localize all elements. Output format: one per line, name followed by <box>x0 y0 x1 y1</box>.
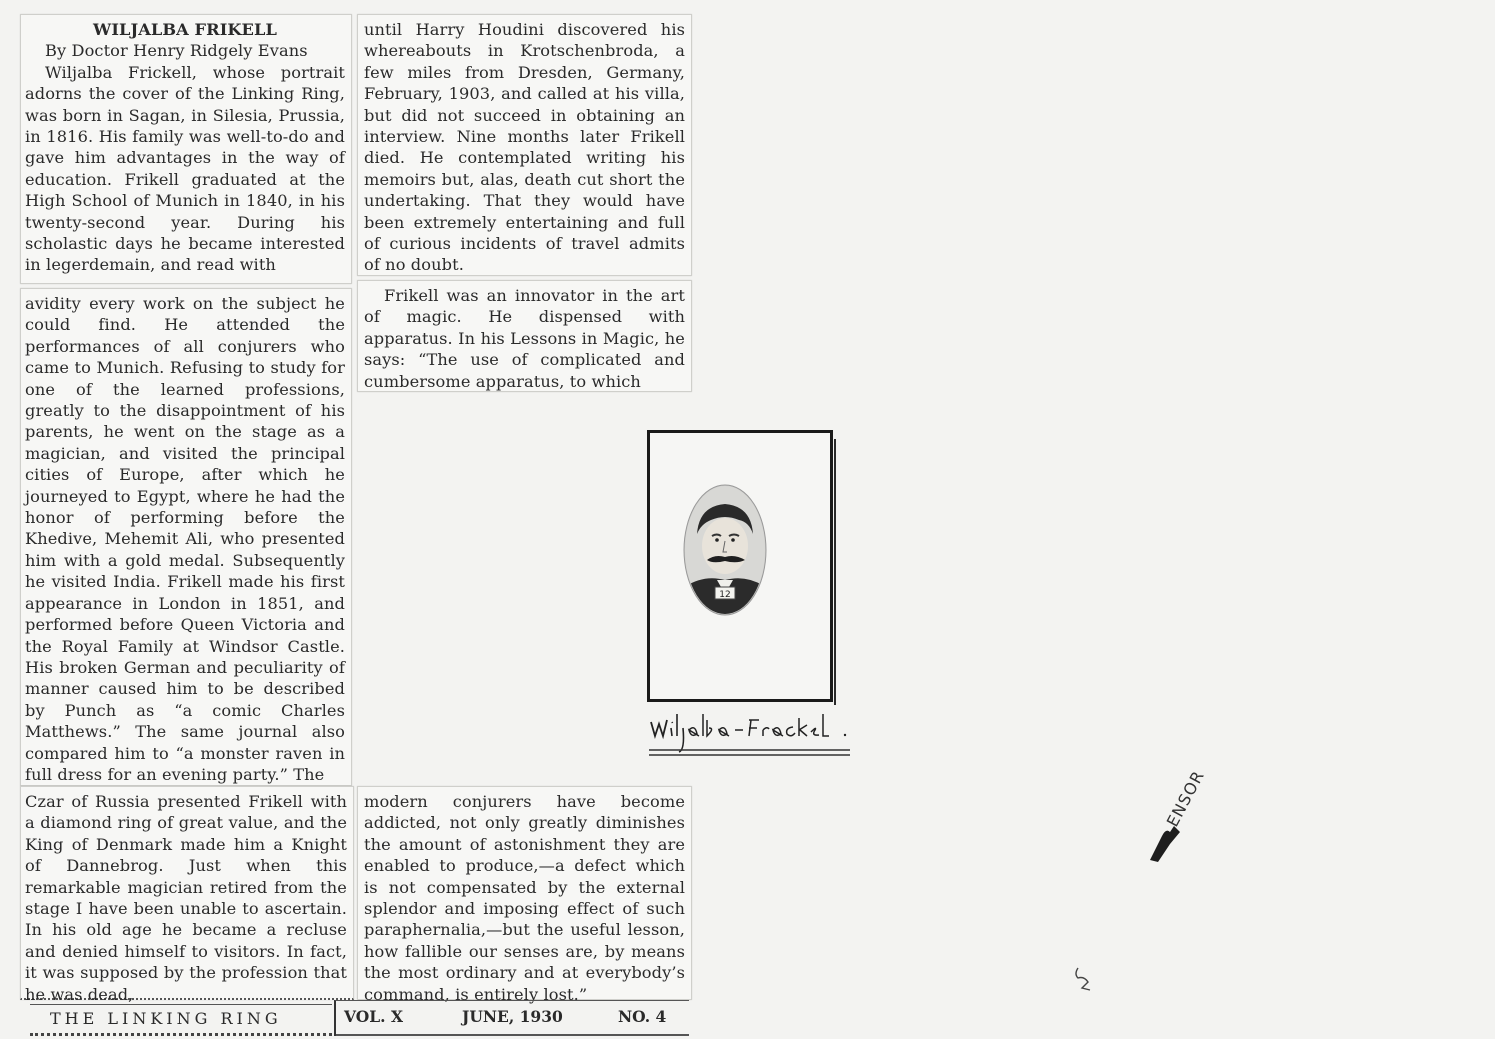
publication-name: THE LINKING RING <box>30 1004 332 1036</box>
handwritten-signature <box>645 700 855 762</box>
ensor-ink-stamp <box>1140 740 1230 870</box>
article-clipping-col1-top <box>20 14 352 284</box>
article-title: WILJALBA FRIKELL <box>93 20 277 39</box>
article-byline: By Doctor Henry Ridgely Evans <box>45 41 308 61</box>
article-clipping-col2-middle <box>357 280 692 392</box>
issue-date: JUNE, 1930 <box>462 1007 563 1026</box>
article-paragraph: Czar of Russia presented Frikell with a diamond ring of great value, and the King of Denmark made him a Knight of Dannebrog. Just when this remarkable magician retired from the stage I have been unable to ascertain. In his old age he became a recluse and denied himself to visitors. In fact, it was supposed by the profession that he was dead, <box>25 792 347 1004</box>
stamp-text: ENSOR <box>1162 767 1209 830</box>
article-clipping-col2-bottom <box>357 786 692 1004</box>
portrait-number-label: 12 <box>719 590 731 600</box>
article-paragraph: modern conjurers have become addicted, not only greatly diminishes the amount of astonishment they are enabled to produce,—a defect which is not compensated by the external splendor and imposing effect of such paraphernalia,—but the useful lesson, how fallible our senses are, by means the most ordinary and at everybody’s command, is entirely lost.” <box>364 792 685 1004</box>
article-paragraph: Frikell was an innovator in the art of magic. He dispensed with apparatus. In his Lessons in Magic, he says: “The use of complicated and cumbersome apparatus, to which <box>364 286 685 391</box>
issue-volume: VOL. X <box>344 1007 403 1026</box>
article-paragraph: avidity every work on the subject he could find. He attended the performances of all conjurers who came to Munich. Refusing to study for one of the learned professions, greatly to the disappointment of his parents, he went on the stage as a magician, and visited the principal cities of Europe, after which he journeyed to Egypt, where he had the honor of performing before the Khedive, Mehemit Ali, who presented him with a gold medal. Subsequently he visited India. Frikell made his first appearance in London in 1851, and performed before Queen Victoria and the Royal Family at Windsor Castle. His broken German and peculiarity of manner caused him to be described by Punch as “a comic Charles Matthews.” The same journal also compared him to “a monster raven in full dress for an evening party.” The <box>25 294 345 784</box>
portrait-image <box>683 484 767 616</box>
issue-info <box>334 1000 689 1036</box>
article-paragraph: Wiljalba Frickell, whose portrait adorns the cover of the Linking Ring, was born in Sagan, in Silesia, Prussia, in 1816. His family was well-to-do and gave him advantages in the way of education. Frikell graduated at the High School of Munich in 1840, in his twenty-second year. During his scholastic days he became interested in legerdemain, and read with <box>25 62 345 275</box>
article-paragraph: until Harry Houdini discovered his whereabouts in Krotschenbroda, a few miles from Dresden, Germany, February, 1903, and called at his villa, but did not succeed in obtaining an interview. Nine months later Frikell died. He contemplated writing his memoirs but, alas, death cut short the undertaking. That they would have been extremely entertaining and full of curious incidents of travel admits of no doubt. <box>364 20 685 275</box>
article-clipping-col2-top <box>357 14 692 276</box>
pencil-mark <box>1070 964 1096 994</box>
article-clipping-col1-bottom <box>20 786 354 1004</box>
article-clipping-col1-middle <box>20 288 352 786</box>
issue-number: NO. 4 <box>618 1007 667 1026</box>
